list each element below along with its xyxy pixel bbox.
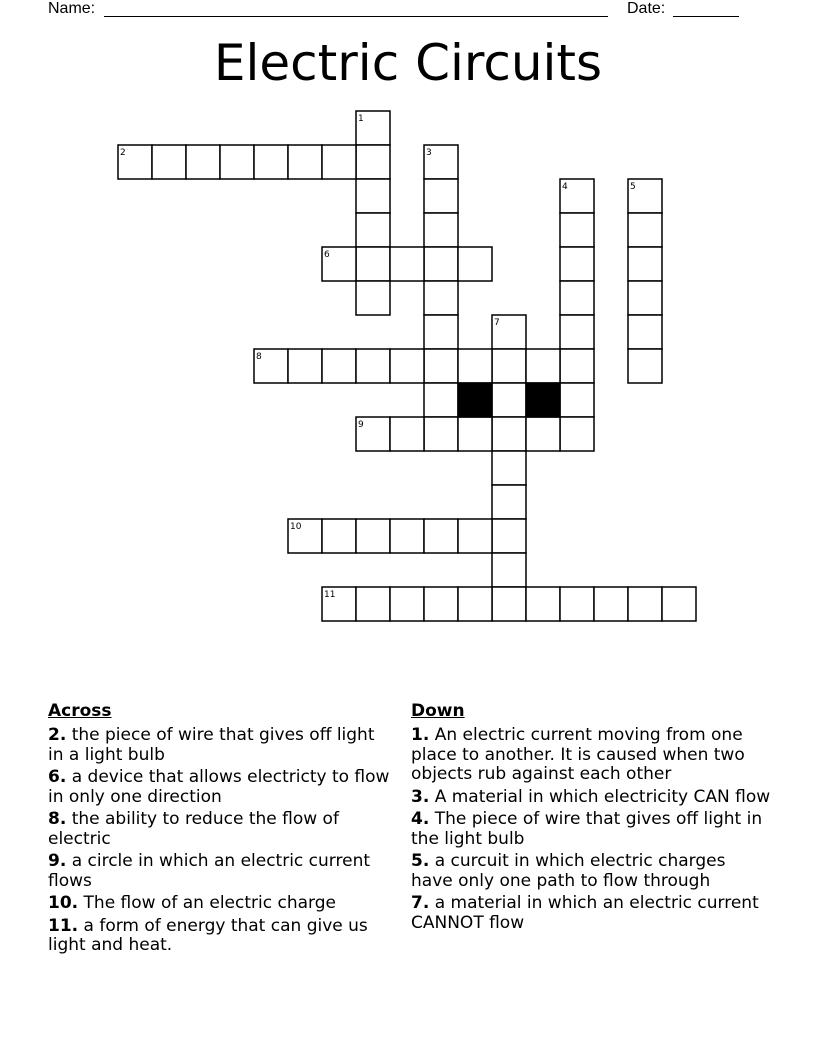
- clue-text: a circle in which an electric current flows: [48, 851, 371, 891]
- across-clues: [48, 702, 393, 959]
- crossword-cell[interactable]: [288, 349, 322, 383]
- clue-text: The piece of wire that gives off light in the light bulb: [411, 809, 763, 849]
- cell-number: 9: [358, 420, 364, 430]
- crossword-cell[interactable]: [390, 247, 424, 281]
- crossword-cell[interactable]: [186, 145, 220, 179]
- clue-number: 10.: [48, 893, 79, 913]
- crossword-cell[interactable]: [458, 247, 492, 281]
- across-clue: [48, 810, 393, 849]
- crossword-cell[interactable]: [288, 145, 322, 179]
- crossword-cell[interactable]: [628, 349, 662, 383]
- clue-number: 6.: [48, 767, 67, 787]
- clue-text: the piece of wire that gives off light in a light bulb: [48, 725, 375, 765]
- crossword-block: [526, 383, 560, 417]
- cell-number: 4: [562, 182, 568, 192]
- down-clues: [411, 702, 771, 936]
- crossword-cell[interactable]: [628, 587, 662, 621]
- crossword-cell[interactable]: [492, 417, 526, 451]
- clue-number: 11.: [48, 915, 79, 936]
- clue-number: 5.: [411, 851, 430, 871]
- clue-number: 3.: [411, 786, 430, 807]
- crossword-cell[interactable]: [356, 179, 390, 213]
- crossword-cell[interactable]: [628, 281, 662, 315]
- name-label: Name:: [48, 0, 96, 17]
- crossword-cell[interactable]: [390, 349, 424, 383]
- crossword-cell[interactable]: [424, 587, 458, 621]
- crossword-cell[interactable]: [254, 145, 288, 179]
- crossword-cell[interactable]: [492, 485, 526, 519]
- clue-number: 8.: [48, 809, 67, 829]
- crossword-cell[interactable]: [356, 281, 390, 315]
- crossword-cell[interactable]: [560, 247, 594, 281]
- crossword-cell[interactable]: [492, 451, 526, 485]
- clue-text: a curcuit in which electric charges have only one path to flow through: [411, 851, 726, 891]
- crossword-cell[interactable]: [560, 417, 594, 451]
- crossword-cell[interactable]: [458, 519, 492, 553]
- crossword-block: [458, 383, 492, 417]
- crossword-cell[interactable]: [356, 213, 390, 247]
- crossword-cell[interactable]: [356, 247, 390, 281]
- clue-text: a form of energy that can give us light and heat.: [48, 915, 368, 955]
- crossword-cell[interactable]: [152, 145, 186, 179]
- clue-number: 9.: [48, 851, 67, 871]
- crossword-cell[interactable]: [560, 315, 594, 349]
- down-clue: [411, 810, 771, 849]
- crossword-cell[interactable]: [390, 417, 424, 451]
- crossword-cell[interactable]: [492, 383, 526, 417]
- crossword-cell[interactable]: [356, 145, 390, 179]
- cell-number: 2: [120, 148, 126, 158]
- across-clue: [48, 768, 393, 807]
- crossword-cell[interactable]: [424, 417, 458, 451]
- across-clue: [48, 917, 393, 956]
- clue-number: 4.: [411, 809, 430, 829]
- down-heading: Down: [411, 701, 465, 721]
- crossword-cell[interactable]: [424, 247, 458, 281]
- across-clue: [48, 852, 393, 891]
- crossword-cell[interactable]: [492, 519, 526, 553]
- crossword-cell[interactable]: [458, 349, 492, 383]
- crossword-cell[interactable]: [526, 417, 560, 451]
- across-heading: Across: [48, 701, 112, 721]
- crossword-cell[interactable]: [628, 213, 662, 247]
- crossword-cell[interactable]: [458, 417, 492, 451]
- clue-text: An electric current moving from one place to another. It is caused when two objects rub against each other: [411, 725, 745, 784]
- clue-text: A material in which electricity CAN flow: [434, 786, 771, 807]
- crossword-cell[interactable]: [628, 247, 662, 281]
- cell-number: 3: [426, 148, 432, 158]
- down-clue: [411, 788, 771, 808]
- crossword-cell[interactable]: [424, 383, 458, 417]
- crossword-cell[interactable]: [356, 587, 390, 621]
- clue-number: 2.: [48, 725, 67, 745]
- clue-text: a material in which an electric current CANNOT flow: [411, 893, 759, 933]
- crossword-cell[interactable]: [424, 213, 458, 247]
- crossword-cell[interactable]: [356, 349, 390, 383]
- crossword-cell[interactable]: [424, 281, 458, 315]
- crossword-cell[interactable]: [356, 519, 390, 553]
- crossword-cell[interactable]: [560, 383, 594, 417]
- crossword-cell[interactable]: [424, 349, 458, 383]
- crossword-cell[interactable]: [424, 519, 458, 553]
- crossword-cell[interactable]: [526, 349, 560, 383]
- clue-text: the ability to reduce the flow of electric: [48, 809, 339, 849]
- crossword-cell[interactable]: [526, 587, 560, 621]
- cell-number: 5: [630, 182, 636, 192]
- cell-number: 8: [256, 352, 262, 362]
- crossword-cell[interactable]: [560, 213, 594, 247]
- across-clue: [48, 726, 393, 765]
- crossword-cell[interactable]: [220, 145, 254, 179]
- crossword-cell[interactable]: [560, 587, 594, 621]
- crossword-cell[interactable]: [492, 553, 526, 587]
- crossword-cell[interactable]: [424, 179, 458, 213]
- crossword-cell[interactable]: [390, 587, 424, 621]
- crossword-cell[interactable]: [492, 349, 526, 383]
- crossword-cell[interactable]: [560, 349, 594, 383]
- crossword-cell[interactable]: [492, 587, 526, 621]
- clue-text: a device that allows electricty to flow in only one direction: [48, 767, 390, 807]
- date-label: Date:: [627, 0, 666, 17]
- crossword-cell[interactable]: [322, 519, 356, 553]
- crossword-cell[interactable]: [628, 315, 662, 349]
- crossword-cell[interactable]: [322, 145, 356, 179]
- crossword-cell[interactable]: [424, 315, 458, 349]
- crossword-cell[interactable]: [322, 349, 356, 383]
- cell-number: 7: [494, 318, 500, 328]
- cell-number: 1: [358, 114, 364, 124]
- down-clue: [411, 852, 771, 891]
- down-clue: [411, 726, 771, 785]
- cell-number: 6: [324, 250, 330, 260]
- clue-number: 7.: [411, 893, 430, 913]
- across-clue: [48, 894, 393, 914]
- crossword-cell[interactable]: [594, 587, 628, 621]
- down-clue: [411, 894, 771, 933]
- crossword-cell[interactable]: [390, 519, 424, 553]
- crossword-cell[interactable]: [458, 587, 492, 621]
- clue-text: The flow of an electric charge: [83, 893, 336, 913]
- page-title: Electric Circuits: [213, 34, 603, 92]
- crossword-cell[interactable]: [560, 281, 594, 315]
- crossword-cell[interactable]: [662, 587, 696, 621]
- clue-number: 1.: [411, 725, 430, 745]
- cell-number: 10: [290, 522, 302, 532]
- cell-number: 11: [324, 590, 336, 600]
